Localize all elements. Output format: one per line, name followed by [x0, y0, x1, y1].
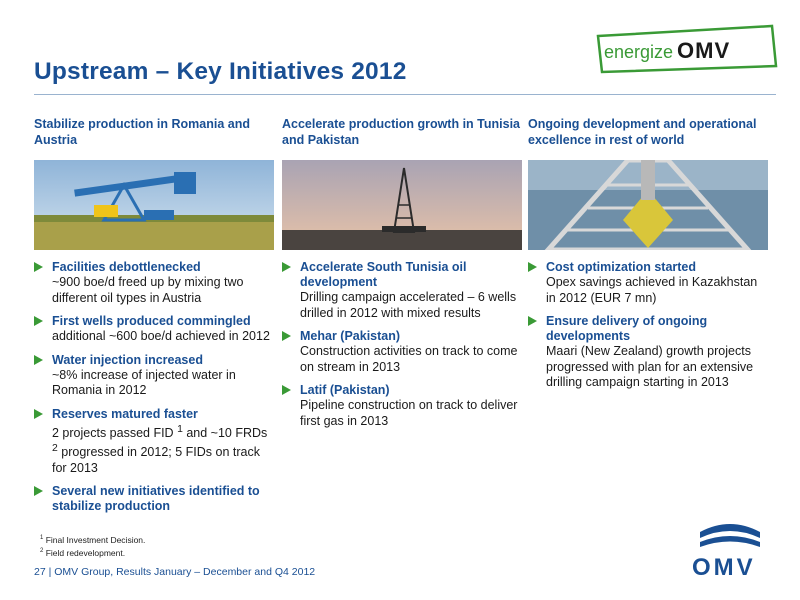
slide-footer: 27 | OMV Group, Results January – December and Q4 2012: [34, 566, 316, 578]
initiative-title: Several new initiatives identified to stabilize production: [52, 484, 260, 514]
column-accelerate-growth: [282, 116, 522, 437]
initiative-item: [34, 353, 274, 399]
bullet-arrow-icon: [34, 262, 43, 272]
initiative-title: Accelerate South Tunisia oil development: [300, 260, 467, 289]
column-heading: Ongoing development and operational excellence in rest of world: [528, 117, 757, 147]
initiative-detail: Pipeline construction on track to deliver first gas in 2013: [300, 398, 518, 428]
initiative-title: Ensure delivery of ongoing developments: [546, 314, 708, 343]
title-divider: [34, 94, 776, 95]
column-stabilize-production: [34, 116, 274, 522]
drilling-rig-photo: [282, 160, 522, 250]
bullet-arrow-icon: [528, 316, 537, 326]
omv-logo-text: OMV: [692, 554, 756, 581]
initiative-detail: Drilling campaign accelerated – 6 wells drilled in 2012 with mixed results: [300, 290, 517, 320]
initiative-item: [34, 260, 274, 306]
initiative-detail: Maari (New Zealand) growth projects progressed with plan for an extensive drilling campaign starting in 2013: [546, 344, 754, 389]
initiative-detail: additional ~600 boe/d achieved in 2012: [52, 329, 270, 343]
column-heading: Accelerate production growth in Tunisia and Pakistan: [282, 117, 520, 147]
initiative-detail: ~900 boe/d freed up by mixing two different oil types in Austria: [52, 275, 244, 305]
initiative-title: Reserves matured faster: [52, 406, 198, 421]
bullet-arrow-icon: [282, 262, 291, 272]
bullet-arrow-icon: [34, 316, 43, 326]
initiative-item: [34, 314, 274, 345]
brand-name: OMV: [677, 38, 731, 63]
initiative-item: [282, 329, 522, 375]
initiative-item: [282, 383, 522, 429]
footnotes: [40, 533, 145, 559]
energize-omv-badge: [592, 22, 778, 74]
footnote: $^1$ Final Investment Decision.: [40, 534, 146, 545]
initiative-item: [34, 484, 274, 514]
initiative-title: Mehar (Pakistan): [300, 329, 401, 343]
footnote: $^2$ Field redevelopment.: [40, 547, 126, 558]
brand-tagline: energize: [604, 42, 674, 62]
initiative-item: [282, 260, 522, 321]
column-operational-excellence: [528, 116, 768, 399]
bullet-arrow-icon: [528, 262, 537, 272]
slide-title: Upstream – Key Initiatives 2012: [34, 58, 407, 85]
initiative-title: First wells produced commingled: [52, 314, 251, 328]
bullet-arrow-icon: [34, 409, 43, 419]
initiative-detail: ~8% increase of injected water in Romania in 2012: [52, 367, 236, 397]
bullet-arrow-icon: [34, 486, 43, 496]
derrick-tower-photo: [528, 160, 768, 250]
bullet-arrow-icon: [282, 331, 291, 341]
initiative-detail: Opex savings achieved in Kazakhstan in 2012 (EUR 7 mn): [546, 275, 758, 305]
initiative-item: [528, 314, 768, 391]
initiative-item: [34, 407, 274, 477]
column-heading: Stabilize production in Romania and Austria: [34, 117, 250, 147]
pumpjack-photo: [34, 160, 274, 250]
initiative-title: Latif (Pakistan): [300, 383, 390, 397]
initiative-title: Facilities debottlenecked: [52, 260, 201, 274]
initiative-item: [528, 260, 768, 306]
initiative-title: Cost optimization started: [546, 260, 697, 274]
omv-logo: [690, 520, 770, 584]
bullet-arrow-icon: [34, 355, 43, 365]
initiative-title: Water injection increased: [52, 352, 203, 367]
omv-logo-mark-icon: [698, 520, 762, 550]
bullet-arrow-icon: [282, 385, 291, 395]
initiative-detail: 2 projects passed FID $^1$ and ~10 FRDs $^2$ progressed in 2012; 5 FIDs on track for 2013: [52, 423, 268, 475]
initiative-detail: Construction activities on track to come on stream in 2013: [300, 344, 518, 374]
